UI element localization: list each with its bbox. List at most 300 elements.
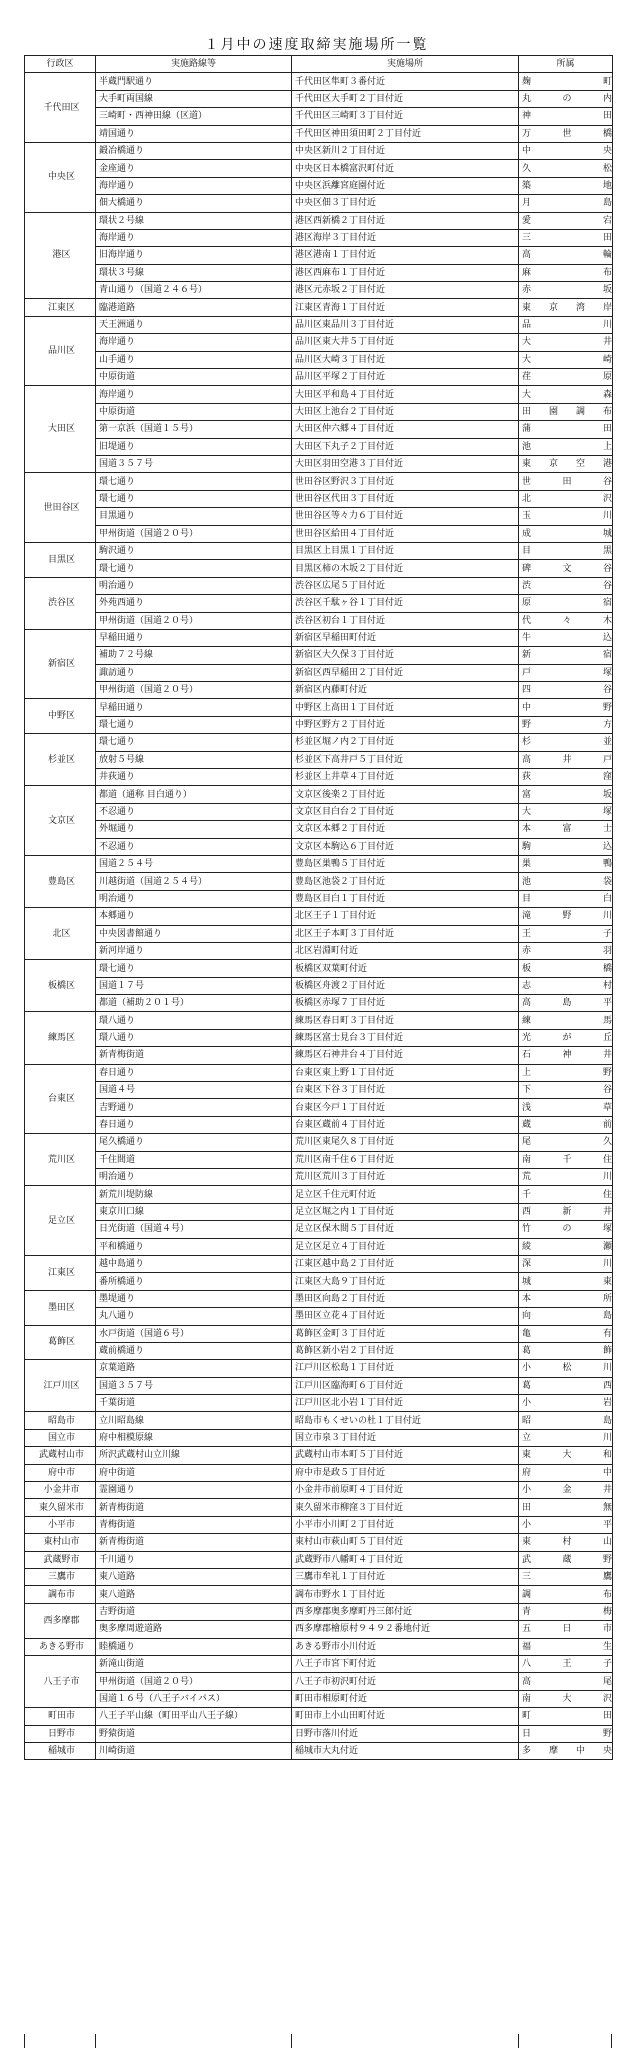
ward-cell: 中野区 <box>25 699 96 734</box>
station-cell: 高井戸 <box>519 751 613 768</box>
ward-cell: 武蔵野市 <box>25 1551 96 1568</box>
place-cell: 板橋区舟渡２丁目付近 <box>292 977 519 994</box>
table-row <box>25 1099 613 1116</box>
place-cell: 府中市是政５丁目付近 <box>292 1464 519 1481</box>
station-cell: 駒込 <box>519 838 613 855</box>
place-cell: 練馬区石神井台４丁目付近 <box>292 1047 519 1064</box>
table-row <box>25 908 613 925</box>
ward-group <box>25 542 613 577</box>
ward-group <box>25 1708 613 1725</box>
table-row <box>25 1221 613 1238</box>
road-cell: 京葉道路 <box>96 1360 292 1377</box>
station-cell: 武蔵野 <box>519 1551 613 1568</box>
ward-group <box>25 299 613 316</box>
place-cell: 豊島区目白１丁目付近 <box>292 890 519 907</box>
place-cell: 板橋区双葉町付近 <box>292 960 519 977</box>
table-row <box>25 1412 613 1429</box>
station-cell: 高島平 <box>519 995 613 1012</box>
station-cell: 丸の内 <box>519 90 613 107</box>
table-row <box>25 560 613 577</box>
road-cell: 府中相模原線 <box>96 1429 292 1446</box>
ward-group <box>25 1603 613 1638</box>
station-cell: 千住 <box>519 1186 613 1203</box>
road-cell: 日光街道（国道４号） <box>96 1221 292 1238</box>
station-cell: 五日市 <box>519 1621 613 1638</box>
table-row <box>25 542 613 559</box>
table-row <box>25 1255 613 1272</box>
station-cell: 滝野川 <box>519 908 613 925</box>
station-cell: 下谷 <box>519 1082 613 1099</box>
station-cell: 東京空港 <box>519 455 613 472</box>
station-cell: 立川 <box>519 1429 613 1446</box>
table-row <box>25 1342 613 1359</box>
place-cell: 昭島市もくせいの杜１丁目付近 <box>292 1412 519 1429</box>
table-row <box>25 473 613 490</box>
ward-cell: 東久留米市 <box>25 1499 96 1516</box>
road-cell: 国道３５７号 <box>96 1377 292 1394</box>
station-cell: 志村 <box>519 977 613 994</box>
ward-group <box>25 629 613 699</box>
station-cell: 月島 <box>519 195 613 212</box>
road-cell: 青山通り（国道２４６号） <box>96 282 292 299</box>
ward-cell: 文京区 <box>25 786 96 856</box>
road-cell: 甲州街道（国道２０号） <box>96 525 292 542</box>
road-cell: 越中島通り <box>96 1255 292 1272</box>
station-cell: 東大和 <box>519 1447 613 1464</box>
place-cell: 三鷹市牟礼１丁目付近 <box>292 1568 519 1585</box>
station-cell: 石神井 <box>519 1047 613 1064</box>
ward-group <box>25 855 613 907</box>
ward-group <box>25 1325 613 1360</box>
road-cell: 天王洲通り <box>96 316 292 333</box>
road-cell: 海岸通り <box>96 177 292 194</box>
place-cell: 杉並区下高井戸５丁目付近 <box>292 751 519 768</box>
table-row <box>25 769 613 786</box>
place-cell: 小金井市前原町４丁目付近 <box>292 1482 519 1499</box>
table-row <box>25 160 613 177</box>
table-row <box>25 1238 613 1255</box>
ward-group <box>25 786 613 856</box>
road-cell: 不忍通り <box>96 803 292 820</box>
ward-cell: あきる野市 <box>25 1638 96 1655</box>
ward-cell: 江東区 <box>25 1255 96 1290</box>
station-cell: 板橋 <box>519 960 613 977</box>
table-row <box>25 212 613 229</box>
ward-group <box>25 386 613 473</box>
road-cell: 番所橋通り <box>96 1273 292 1290</box>
station-cell: 三田 <box>519 229 613 246</box>
table-row <box>25 890 613 907</box>
place-cell: 北区岩淵町付近 <box>292 942 519 959</box>
place-cell: 品川区平塚２丁目付近 <box>292 369 519 386</box>
road-cell: 本郷通り <box>96 908 292 925</box>
place-cell: 中央区日本橋富沢町付近 <box>292 160 519 177</box>
road-cell: 霊園通り <box>96 1482 292 1499</box>
ward-group <box>25 1447 613 1464</box>
place-cell: 江戸川区臨海町６丁目付近 <box>292 1377 519 1394</box>
table-row <box>25 142 613 159</box>
road-cell: 早稲田通り <box>96 629 292 646</box>
table-row <box>25 855 613 872</box>
table-row <box>25 1551 613 1568</box>
ward-cell: 昭島市 <box>25 1412 96 1429</box>
station-cell: 浅草 <box>519 1099 613 1116</box>
road-cell: 奥多摩周遊道路 <box>96 1621 292 1638</box>
ward-group <box>25 1638 613 1655</box>
place-cell: 豊島区池袋２丁目付近 <box>292 873 519 890</box>
place-cell: 江東区青海１丁目付近 <box>292 299 519 316</box>
road-cell: 海岸通り <box>96 334 292 351</box>
table-row <box>25 838 613 855</box>
station-cell: 碑文谷 <box>519 560 613 577</box>
table-row <box>25 73 613 90</box>
road-cell: 都道（通称 目白通り） <box>96 786 292 803</box>
station-cell: 池上 <box>519 438 613 455</box>
table-row <box>25 403 613 420</box>
station-cell: 高尾 <box>519 1673 613 1690</box>
station-cell: 赤羽 <box>519 942 613 959</box>
station-cell: 綾瀬 <box>519 1238 613 1255</box>
place-cell: 品川区東大井５丁目付近 <box>292 334 519 351</box>
place-cell: 文京区目白台２丁目付近 <box>292 803 519 820</box>
place-cell: 新宿区内藤町付近 <box>292 682 519 699</box>
ward-cell: 町田市 <box>25 1708 96 1725</box>
station-cell: 調布 <box>519 1586 613 1603</box>
table-row <box>25 1499 613 1516</box>
place-cell: 新宿区早稲田町付近 <box>292 629 519 646</box>
station-cell: 府中 <box>519 1464 613 1481</box>
station-cell: 昭島 <box>519 1412 613 1429</box>
ward-group <box>25 1255 613 1290</box>
road-cell: 旧海岸通り <box>96 247 292 264</box>
road-cell: 第一京浜（国道１５号） <box>96 421 292 438</box>
table-row <box>25 821 613 838</box>
next-page-table-edge <box>24 2028 612 2048</box>
place-cell: 中央区新川２丁目付近 <box>292 142 519 159</box>
place-cell: 足立区保木間５丁目付近 <box>292 1221 519 1238</box>
road-cell: 新青梅街道 <box>96 1499 292 1516</box>
table-row <box>25 334 613 351</box>
station-cell: 代々木 <box>519 612 613 629</box>
station-cell: 小松川 <box>519 1360 613 1377</box>
road-cell: 補助７２号線 <box>96 647 292 664</box>
station-cell: 荻窪 <box>519 769 613 786</box>
place-cell: 八王子市宮下町付近 <box>292 1655 519 1672</box>
place-cell: 港区西新橋２丁目付近 <box>292 212 519 229</box>
ward-cell: 江戸川区 <box>25 1360 96 1412</box>
table-row <box>25 1429 613 1446</box>
table-row <box>25 595 613 612</box>
table-row <box>25 1082 613 1099</box>
road-cell: 環七通り <box>96 716 292 733</box>
station-cell: 戸塚 <box>519 664 613 681</box>
table-row <box>25 1464 613 1481</box>
table-row <box>25 612 613 629</box>
place-cell: 墨田区立花４丁目付近 <box>292 1308 519 1325</box>
ward-cell: 武蔵村山市 <box>25 1447 96 1464</box>
table-row <box>25 455 613 472</box>
station-cell: 世田谷 <box>519 473 613 490</box>
table-row <box>25 1273 613 1290</box>
station-cell: 万世橋 <box>519 125 613 142</box>
table-row <box>25 247 613 264</box>
station-cell: 尾久 <box>519 1134 613 1151</box>
place-cell: 文京区本郷２丁目付近 <box>292 821 519 838</box>
station-cell: 目白 <box>519 890 613 907</box>
table-row <box>25 1395 613 1412</box>
ward-group <box>25 577 613 629</box>
table-row <box>25 1638 613 1655</box>
road-cell: 井荻通り <box>96 769 292 786</box>
station-cell: 富坂 <box>519 786 613 803</box>
road-cell: 海岸通り <box>96 386 292 403</box>
place-cell: 千代田区三崎町３丁目付近 <box>292 108 519 125</box>
station-cell: 品川 <box>519 316 613 333</box>
station-cell: 田無 <box>519 1499 613 1516</box>
road-cell: 水戸街道（国道６号） <box>96 1325 292 1342</box>
ward-group <box>25 1134 613 1186</box>
ward-group <box>25 1064 613 1134</box>
road-cell: 早稲田通り <box>96 699 292 716</box>
ward-cell: 練馬区 <box>25 1012 96 1064</box>
ward-group <box>25 1464 613 1481</box>
table-row <box>25 942 613 959</box>
table-row <box>25 1447 613 1464</box>
station-cell: 蒲田 <box>519 421 613 438</box>
place-cell: 東村山市萩山町５丁目付近 <box>292 1534 519 1551</box>
ward-group <box>25 1534 613 1551</box>
table-row <box>25 1134 613 1151</box>
station-cell: 中央 <box>519 142 613 159</box>
station-cell: 田園調布 <box>519 403 613 420</box>
ward-cell: 目黒区 <box>25 542 96 577</box>
station-cell: 多摩中央 <box>519 1742 613 1759</box>
place-cell: 墨田区向島２丁目付近 <box>292 1290 519 1307</box>
road-cell: 国道４号 <box>96 1082 292 1099</box>
table-row <box>25 525 613 542</box>
table-row <box>25 734 613 751</box>
road-cell: 東京川口線 <box>96 1203 292 1220</box>
place-cell: 千代田区大手町２丁目付近 <box>292 90 519 107</box>
station-cell: 小金井 <box>519 1482 613 1499</box>
ward-cell: 八王子市 <box>25 1655 96 1707</box>
table-row <box>25 1586 613 1603</box>
road-cell: 新河岸通り <box>96 942 292 959</box>
ward-cell: 新宿区 <box>25 629 96 699</box>
ward-cell: 東村山市 <box>25 1534 96 1551</box>
road-cell: 丸八通り <box>96 1308 292 1325</box>
road-cell: 環八通り <box>96 1012 292 1029</box>
ward-cell: 調布市 <box>25 1586 96 1603</box>
station-cell: 赤坂 <box>519 282 613 299</box>
place-cell: 練馬区春日町３丁目付近 <box>292 1012 519 1029</box>
ward-cell: 台東区 <box>25 1064 96 1134</box>
ward-cell: 江東区 <box>25 299 96 316</box>
place-cell: 渋谷区千駄ヶ谷１丁目付近 <box>292 595 519 612</box>
ward-group <box>25 734 613 786</box>
table-row <box>25 1064 613 1081</box>
road-cell: 蔵前橋通り <box>96 1342 292 1359</box>
station-cell: 東村山 <box>519 1534 613 1551</box>
table-row <box>25 386 613 403</box>
page-title: １月中の速度取締実施場所一覧 <box>204 37 429 53</box>
table-row <box>25 1725 613 1742</box>
road-cell: 目黒通り <box>96 508 292 525</box>
road-cell: 旧堤通り <box>96 438 292 455</box>
table-row <box>25 664 613 681</box>
ward-cell: 府中市 <box>25 1464 96 1481</box>
table-row <box>25 977 613 994</box>
place-cell: 港区港南１丁目付近 <box>292 247 519 264</box>
ward-group <box>25 1482 613 1499</box>
road-cell: 環状２号線 <box>96 212 292 229</box>
ward-group <box>25 1186 613 1256</box>
place-cell: 台東区今戸１丁目付近 <box>292 1099 519 1116</box>
ward-cell: 板橋区 <box>25 960 96 1012</box>
road-cell: 甲州街道（国道２０号） <box>96 1673 292 1690</box>
road-cell: 新青梅街道 <box>96 1047 292 1064</box>
place-cell: 中央区佃３丁目付近 <box>292 195 519 212</box>
place-cell: 調布市野水１丁目付近 <box>292 1586 519 1603</box>
place-cell: 日野市落川付近 <box>292 1725 519 1742</box>
road-cell: 春日通り <box>96 1064 292 1081</box>
place-cell: 足立区足立４丁目付近 <box>292 1238 519 1255</box>
ward-cell: 世田谷区 <box>25 473 96 543</box>
place-cell: 西多摩郡檜原村９４９２番地付近 <box>292 1621 519 1638</box>
station-cell: 小岩 <box>519 1395 613 1412</box>
road-cell: 明治通り <box>96 1169 292 1186</box>
place-cell: 台東区東上野１丁目付近 <box>292 1064 519 1081</box>
table-header-row <box>25 56 613 73</box>
place-cell: 大田区上池台２丁目付近 <box>292 403 519 420</box>
station-cell: 南千住 <box>519 1151 613 1168</box>
ward-group <box>25 73 613 143</box>
header-ward: 行政区 <box>25 56 96 73</box>
ward-cell: 日野市 <box>25 1725 96 1742</box>
table-row <box>25 1012 613 1029</box>
station-cell: 大井 <box>519 334 613 351</box>
table-row <box>25 1325 613 1342</box>
road-cell: 所沢武蔵村山立川線 <box>96 1447 292 1464</box>
place-cell: 港区西麻布１丁目付近 <box>292 264 519 281</box>
ward-cell: 杉並区 <box>25 734 96 786</box>
road-cell: 吉野街道 <box>96 1603 292 1620</box>
place-cell: 板橋区赤塚７丁目付近 <box>292 995 519 1012</box>
ward-cell: 三鷹市 <box>25 1568 96 1585</box>
place-cell: 練馬区富士見台３丁目付近 <box>292 1029 519 1046</box>
road-cell: 墨堤通り <box>96 1290 292 1307</box>
ward-group <box>25 1655 613 1707</box>
road-cell: 尾久橋通り <box>96 1134 292 1151</box>
table-row <box>25 125 613 142</box>
station-cell: 大崎 <box>519 351 613 368</box>
table-row <box>25 1603 613 1620</box>
road-cell: 金座通り <box>96 160 292 177</box>
station-cell: 東京湾岸 <box>519 299 613 316</box>
table-row <box>25 1742 613 1759</box>
place-cell: 台東区下谷３丁目付近 <box>292 1082 519 1099</box>
station-cell: 麹町 <box>519 73 613 90</box>
station-cell: 三鷹 <box>519 1568 613 1585</box>
ward-cell: 北区 <box>25 908 96 960</box>
place-cell: 品川区東品川３丁目付近 <box>292 316 519 333</box>
ward-group <box>25 1360 613 1412</box>
place-cell: 杉並区上井草４丁目付近 <box>292 769 519 786</box>
station-cell: 麻布 <box>519 264 613 281</box>
place-cell: 世田谷区代田３丁目付近 <box>292 490 519 507</box>
ward-cell: 大田区 <box>25 386 96 473</box>
road-cell: 駒沢通り <box>96 542 292 559</box>
station-cell: 高輪 <box>519 247 613 264</box>
table-row <box>25 299 613 316</box>
place-cell: 荒川区東尾久８丁目付近 <box>292 1134 519 1151</box>
place-cell: 江戸川区北小岩１丁目付近 <box>292 1395 519 1412</box>
station-cell: 中野 <box>519 699 613 716</box>
place-cell: 大田区羽田空港３丁目付近 <box>292 455 519 472</box>
table-row <box>25 1169 613 1186</box>
header-station: 所属 <box>519 56 613 73</box>
station-cell: 小平 <box>519 1516 613 1533</box>
place-cell: 武蔵村山市本町５丁目付近 <box>292 1447 519 1464</box>
table-row <box>25 1186 613 1203</box>
station-cell: 玉川 <box>519 508 613 525</box>
table-row <box>25 316 613 333</box>
table-row <box>25 1360 613 1377</box>
ward-group <box>25 1586 613 1603</box>
station-cell: 大塚 <box>519 803 613 820</box>
table-row <box>25 421 613 438</box>
table-row <box>25 229 613 246</box>
road-cell: 千川通り <box>96 1551 292 1568</box>
ward-cell: 西多摩郡 <box>25 1603 96 1638</box>
place-cell: 杉並区堀ノ内２丁目付近 <box>292 734 519 751</box>
table-row <box>25 803 613 820</box>
ward-group <box>25 1568 613 1585</box>
station-cell: 北沢 <box>519 490 613 507</box>
table-row <box>25 682 613 699</box>
table-row <box>25 873 613 890</box>
table-row <box>25 264 613 281</box>
ward-group <box>25 1290 613 1325</box>
table-row <box>25 1029 613 1046</box>
table-row <box>25 629 613 646</box>
place-cell: 江戸川区松島１丁目付近 <box>292 1360 519 1377</box>
place-cell: 西多摩郡奥多摩町丹三郎付近 <box>292 1603 519 1620</box>
ward-cell: 稲城市 <box>25 1742 96 1759</box>
station-cell: 愛宕 <box>519 212 613 229</box>
ward-cell: 足立区 <box>25 1186 96 1256</box>
table-row <box>25 1516 613 1533</box>
table-row <box>25 1482 613 1499</box>
ward-cell: 品川区 <box>25 316 96 386</box>
table-row <box>25 508 613 525</box>
road-cell: 千住間道 <box>96 1151 292 1168</box>
road-cell: 八王子平山線（町田平山八王子線） <box>96 1708 292 1725</box>
ward-group <box>25 908 613 960</box>
station-cell: 池袋 <box>519 873 613 890</box>
table-row <box>25 1673 613 1690</box>
ward-group <box>25 1551 613 1568</box>
table-row <box>25 1621 613 1638</box>
table-row <box>25 1568 613 1585</box>
place-cell: 町田市相原町付近 <box>292 1690 519 1707</box>
table-row <box>25 177 613 194</box>
place-cell: 世田谷区野沢３丁目付近 <box>292 473 519 490</box>
station-cell: 葛飾 <box>519 1342 613 1359</box>
ward-cell: 墨田区 <box>25 1290 96 1325</box>
table-row <box>25 108 613 125</box>
table-row <box>25 490 613 507</box>
